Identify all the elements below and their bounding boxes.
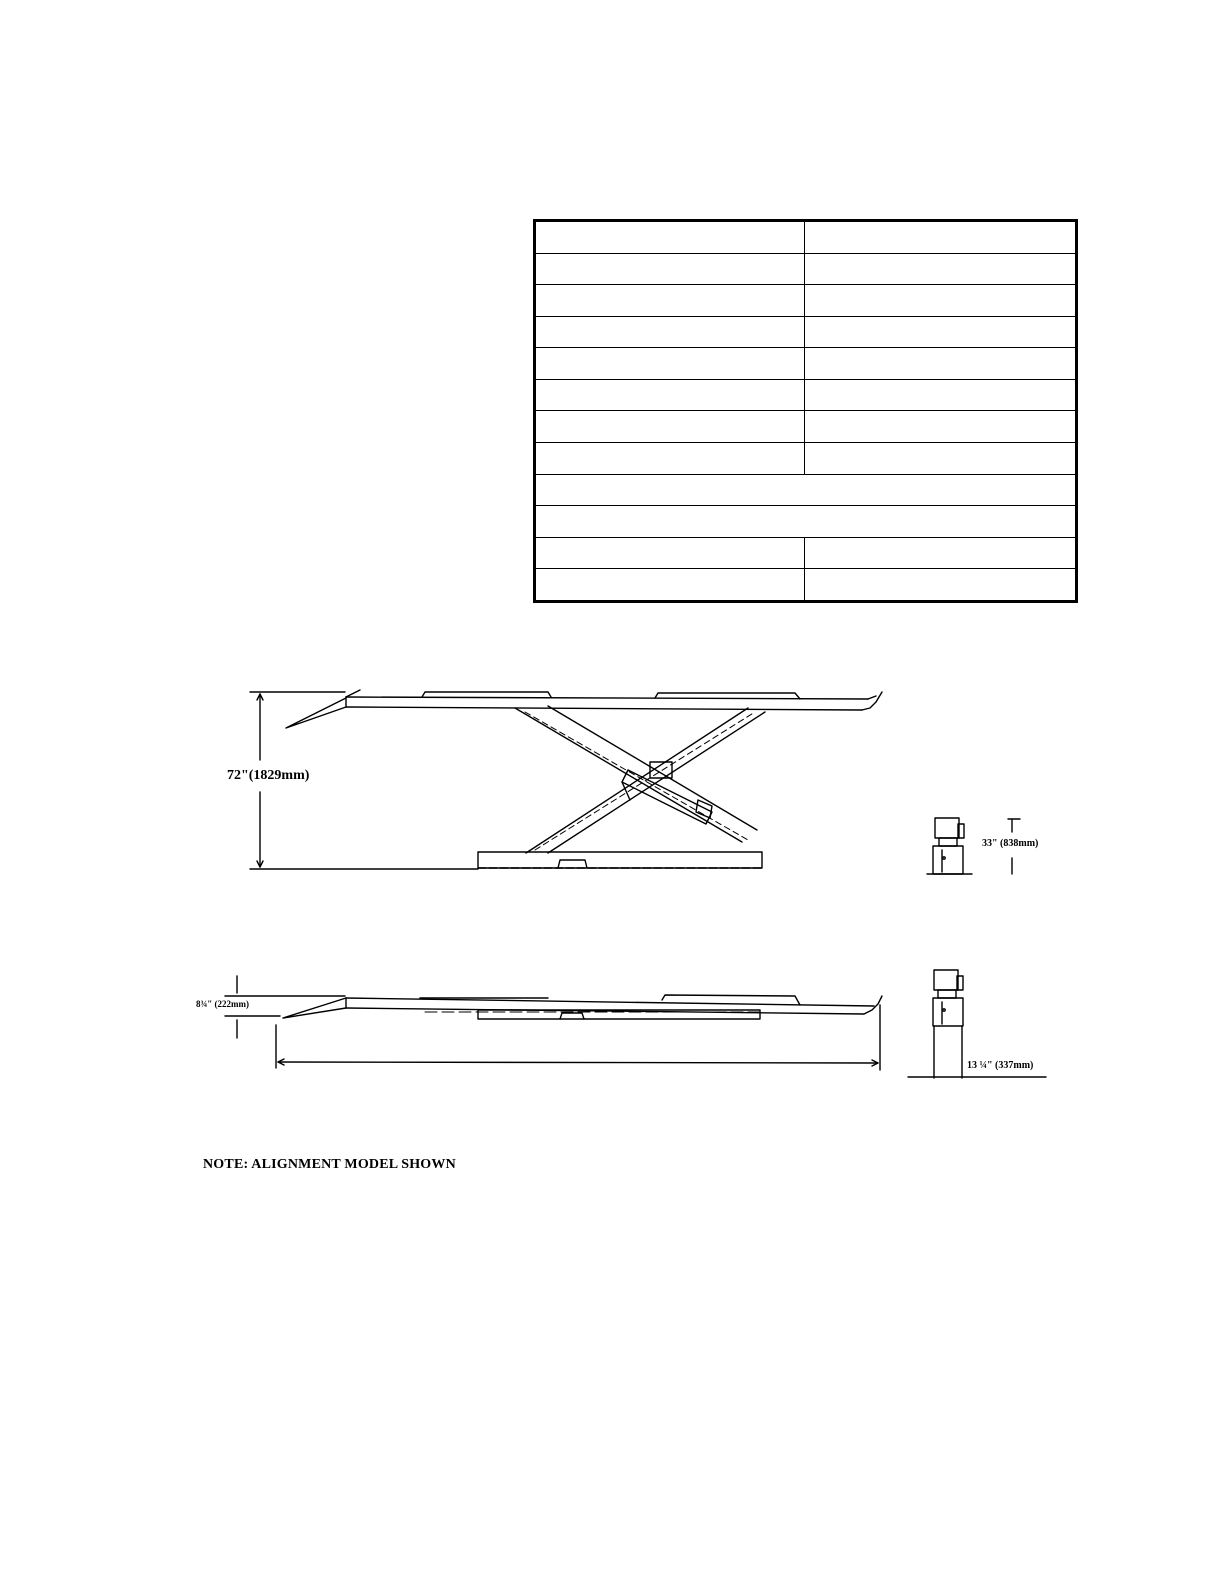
- raised-height-label: 72"(1829mm): [227, 768, 310, 783]
- alignment-note: NOTE: ALIGNMENT MODEL SHOWN: [203, 1157, 456, 1172]
- lowered-lift-drawing: [225, 976, 882, 1070]
- power-unit-base-label: 13 ¼" (337mm): [967, 1060, 1034, 1071]
- lowered-height-label: 8¾" (222mm): [196, 999, 249, 1009]
- raised-lift-drawing: [250, 690, 882, 869]
- power-unit-height-label: 33" (838mm): [982, 838, 1039, 849]
